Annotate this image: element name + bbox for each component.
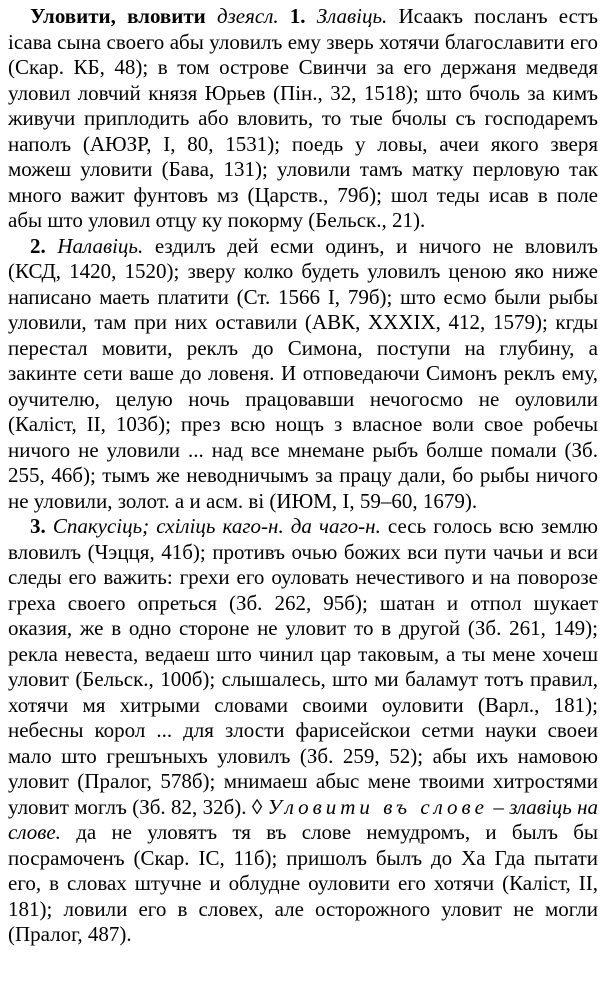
idiom-phrase: Уловити въ слове bbox=[267, 794, 488, 819]
sense-gloss: Спакусіць; схіліць каго-н. да чаго-н. bbox=[52, 514, 381, 538]
idiom-marker: ◊ bbox=[251, 794, 263, 819]
entry-sense-3 bbox=[8, 514, 598, 948]
sense-text: сесь голось всю землю вловилъ (Чэцця, 41б); противъ очью божих вси пути чачьи и вси следы его важить: грехи его оуловать нечестивого и на поворозе греха своего опреться (Зб. 262, 95б); шатан и отпол шукает оказия, же в одно стороне не уловит то в другой (Зб. 261, 149); рекла невеста, ведаеш што чинил цар таковым, а ты мене хочеш уловит (Бельск., 100б); слышалесь, што ми баламут тотъ правил, хотячи мя хитрыми словами своими оуловити (Варл., 181); небесны корол ... для злости фарисейскои сетми науки своеи мало што грешъныхъ уловилъ (Зб. 259, 52); абы ихъ намовою уловит (Пралог, 578б); мнимаеш абыс мене твоими хитростями уловит моглъ (Зб. 82, 32б). bbox=[8, 514, 598, 819]
sense-text: Исаакъ посланъ естъ ісава сына своего абы уловилъ ему зверь хотячи благославити его (Скар. КБ, 48); в том острове Свинчи за его держаня медведя уловил ловчий князя Юрьев (Пін., 32, 1518); што бчоль за кимъ живучи приплодить або вловить, то тые бчолы съ господаремъ наполъ (АЮЗР, I, 80, 1531); поедь у ловы, ачеи якого зверя можеш уловити (Бава, 131); уловили тамъ матку перловую так много важит фунтовъ мз (Царств., 79б); шол теды исав в поле абы што уловил отцу ку покорму (Бельск., 21). bbox=[8, 4, 598, 232]
entry-sense-2 bbox=[8, 234, 598, 515]
sense-number: 1. bbox=[289, 4, 306, 28]
sense-text: ездилъ дей есми одинъ, и ничого не вловилъ (КСД, 1420, 1520); зверу колко будеть уловилъ ценою яко ниже написано маеть платити (Ст. 1566 I, 79б); што есмо были рыбы уловили, там при них оставили (АВК, XXXIX, 412, 1579); кгды перестал мовити, реклъ до Симона, поступи на глубину, а закинте сети ваше до ловеня. И отповедаючи Симонъ реклъ ему, оучителю, целую ночь працовавши нечогосмо не оуловили (Каліст, II, 103б); през всю нощъ з власное воли свое робечы ничого не уловили ... над все мнемане рыбъ болше помали (Зб. 255, 46б); тымъ же неводничымъ за працу дали, бо рыбы ничого не уловили, золот. а и асм. ві (ИЮМ, I, 59–60, 1679). bbox=[8, 233, 599, 513]
idiom-gloss: злавіць на слове. bbox=[8, 794, 599, 844]
entry-headword: Уловити, вловити bbox=[30, 4, 206, 28]
entry-grammar: дзеясл. bbox=[216, 4, 279, 28]
sense-gloss: Злавіць. bbox=[316, 4, 388, 28]
idiom-separator: – bbox=[493, 794, 504, 819]
idiom-text: да не уловятъ тя въ слове немудромъ, и былъ бы посрамоченъ (Скар. ІС, 11б); пришолъ былъ до Ха Гда пытати его, в словах штучне и облудне оуловити его хотячи (Каліст, II, 181); ловили его в словех, але осторожного уловит не могли (Пралог, 487). bbox=[8, 820, 599, 946]
sense-number: 3. bbox=[30, 514, 46, 538]
sense-gloss: Налавіць. bbox=[57, 233, 144, 258]
entry-sense-1 bbox=[8, 4, 598, 234]
sense-number: 2. bbox=[30, 233, 46, 258]
